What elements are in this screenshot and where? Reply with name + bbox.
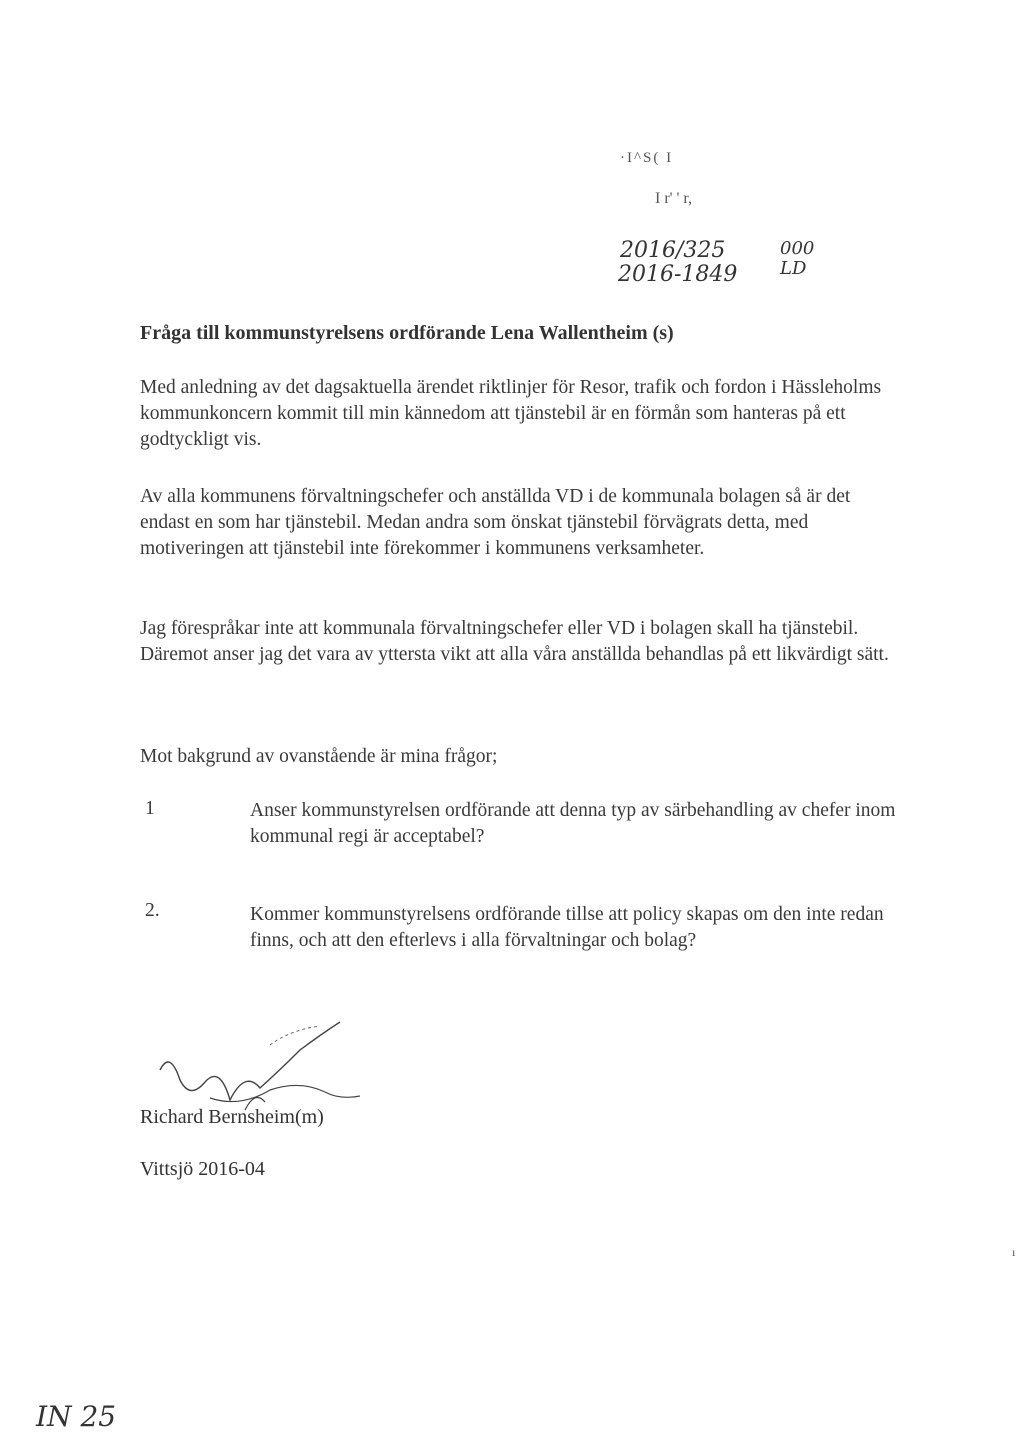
question-number: 2.	[145, 900, 160, 921]
registration-initials: LD	[780, 258, 807, 279]
margin-mark: ı	[1012, 1245, 1016, 1259]
received-stamp-marks: I r' ' r,	[655, 190, 693, 207]
question-text: Anser kommunstyrelsen ordförande att denna typ av särbehandling av chefer inom kommunal regi är acceptabel?	[250, 800, 896, 847]
registration-code: 000	[780, 238, 815, 259]
signatory-name: Richard Bernsheim(m)	[140, 1106, 324, 1128]
paragraph-background: Av alla kommunens förvaltningschefer och anställda VD i de kommunala bolagen så är det endast en som har tjänstebil. Medan andra som önskat tjänstebil förvägrats detta, med motiveringen att tjänstebil inte förekommer i kommunens verksamheter.	[140, 486, 851, 559]
paragraph-question-lead: Mot bakgrund av ovanstående är mina frågor;	[140, 746, 498, 767]
place-and-date: Vittsjö 2016-04	[140, 1158, 265, 1180]
document-title: Fråga till kommunstyrelsens ordförande Lena Wallentheim (s)	[140, 322, 674, 344]
paragraph-position: Jag förespråkar inte att kommunala förvaltningschefer eller VD i bolagen skall ha tjänstebil. Däremot anser jag det vara av yttersta vikt att alla våra anställda behandlas på ett likvärdigt sätt.	[140, 618, 889, 665]
handwritten-initials: IN 25	[36, 1400, 117, 1433]
question-number: 1	[145, 798, 155, 819]
received-stamp-text: ·I^S( I	[620, 150, 674, 166]
registration-number: 2016/325	[620, 238, 726, 263]
handwritten-signature	[150, 1010, 370, 1120]
question-text: Kommer kommunstyrelsens ordförande tillse att policy skapas om den inte redan finns, och att den efterlevs i alla förvaltningar och bolag?	[250, 904, 884, 951]
registration-date: 2016-1849	[618, 262, 738, 287]
paragraph-intro: Med anledning av det dagsaktuella ärendet riktlinjer för Resor, trafik och fordon i Hässleholms kommunkoncern kommit till min kännedom att tjänstebil är en förmån som hanteras på ett godtyckligt vis.	[140, 377, 882, 450]
